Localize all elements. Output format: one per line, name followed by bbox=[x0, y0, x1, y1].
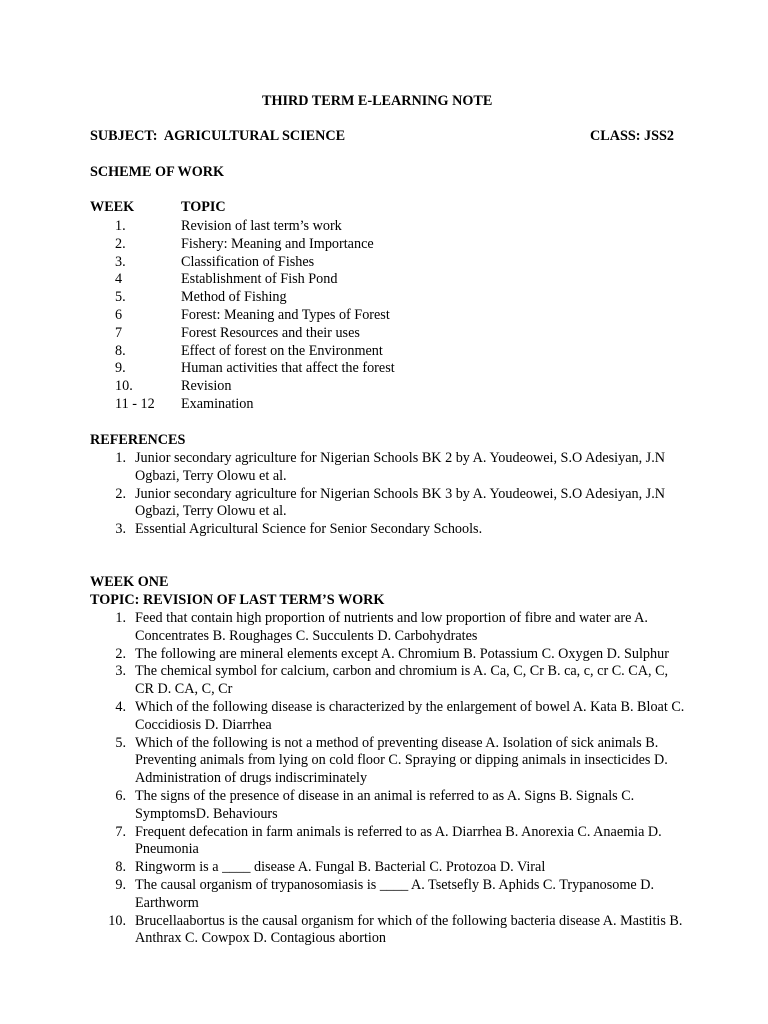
question-text: The causal organism of trypanosomiasis is ____ A. Tsetsefly B. Aphids C. Trypanosome D. Earthworm bbox=[135, 876, 655, 911]
question-item bbox=[90, 735, 690, 788]
class-label: CLASS: JSS2 bbox=[590, 128, 674, 144]
question-text: Ringworm is a ____ disease A. Fungal B. Bacterial C. Protozoa D. Viral bbox=[135, 859, 546, 876]
topic-column-header: TOPIC bbox=[181, 199, 226, 215]
reference-text: Junior secondary agriculture for Nigerian Schools BK 2 by A. Youdeowei, S.O Adesiyan, J.N Ogbazi, Terry Olowu et al. bbox=[135, 450, 665, 484]
week-topic: Fishery: Meaning and Importance bbox=[181, 235, 374, 252]
question-text: The chemical symbol for calcium, carbon and chromium is A. Ca, C, Cr B. ca, c, cr C. CA, C, CR D. CA, C, Cr bbox=[135, 663, 669, 698]
week-topic: Examination bbox=[181, 395, 254, 412]
question-text: The following are mineral elements except A. Chromium B. Potassium C. Oxygen D. Sulphur bbox=[135, 645, 669, 662]
question-text: Which of the following is not a method of preventing disease A. Isolation of sick animals B. Preventing animals from lying on cold floor C. Spraying or dipping animals in insecticides D. Administration of drugs indiscriminately bbox=[135, 734, 668, 787]
question-text: Which of the following disease is characterized by the enlargement of bowel A. Kata B. Bloat C. Coccidiosis D. Diarrhea bbox=[135, 698, 685, 733]
question-number: 4. bbox=[115, 698, 126, 715]
question-item bbox=[90, 646, 690, 664]
question-item bbox=[90, 859, 690, 877]
week-topic: Forest Resources and their uses bbox=[181, 324, 360, 341]
week-topic: Method of Fishing bbox=[181, 289, 287, 306]
week-number: 1. bbox=[115, 218, 126, 234]
subject-label: SUBJECT: AGRICULTURAL SCIENCE bbox=[90, 128, 346, 144]
question-text: Frequent defecation in farm animals is referred to as A. Diarrhea B. Anorexia C. Anaemia D. Pneumonia bbox=[135, 823, 662, 858]
question-item bbox=[90, 610, 690, 646]
reference-number: 1. bbox=[115, 450, 126, 466]
week-number: 11 - 12 bbox=[115, 395, 155, 412]
week-number: 7 bbox=[115, 324, 123, 341]
reference-number: 2. bbox=[115, 485, 126, 502]
week-topic: Revision bbox=[181, 378, 232, 395]
week-one-heading: WEEK ONE bbox=[90, 574, 169, 590]
scheme-heading: SCHEME OF WORK bbox=[90, 164, 225, 180]
question-item bbox=[90, 877, 690, 913]
question-text: The signs of the presence of disease in an animal is referred to as A. Signs B. Signals C. SymptomsD. Behaviours bbox=[135, 787, 635, 822]
question-number: 6. bbox=[115, 787, 126, 804]
week-topic: Establishment of Fish Pond bbox=[181, 271, 338, 288]
question-number: 1. bbox=[115, 610, 126, 626]
question-number: 3. bbox=[115, 663, 126, 680]
week-topic: Classification of Fishes bbox=[181, 253, 315, 270]
subject-row bbox=[90, 128, 674, 146]
week-number: 3. bbox=[115, 253, 126, 270]
question-number: 5. bbox=[115, 734, 126, 751]
reference-item bbox=[90, 521, 690, 539]
questions-list bbox=[90, 610, 690, 948]
question-text: Feed that contain high proportion of nutrients and low proportion of fibre and water are A. Concentrates B. Roughages C. Succulents D. Carbohydrates bbox=[135, 610, 648, 644]
week-topic: Forest: Meaning and Types of Forest bbox=[181, 306, 390, 323]
reference-number: 3. bbox=[115, 521, 126, 538]
week-number: 10. bbox=[115, 378, 133, 395]
question-item bbox=[90, 913, 690, 949]
question-text: Brucellaabortus is the causal organism for which of the following bacteria disease A. Mastitis B. Anthrax C. Cowpox D. Contagious abortion bbox=[135, 912, 683, 947]
question-item bbox=[90, 663, 690, 699]
week-topic: Human activities that affect the forest bbox=[181, 360, 395, 377]
question-number: 10. bbox=[108, 912, 126, 929]
reference-text: Essential Agricultural Science for Senior Secondary Schools. bbox=[135, 521, 483, 538]
week-number: 5. bbox=[115, 289, 126, 306]
document-title: THIRD TERM E-LEARNING NOTE bbox=[262, 93, 493, 109]
week-number: 4 bbox=[115, 271, 123, 288]
week-column-header: WEEK bbox=[90, 199, 135, 215]
week-number: 8. bbox=[115, 342, 126, 359]
reference-item bbox=[90, 450, 690, 486]
week-topic: Revision of last term’s work bbox=[181, 218, 342, 234]
week-topic: Effect of forest on the Environment bbox=[181, 342, 383, 359]
reference-item bbox=[90, 486, 690, 522]
question-number: 7. bbox=[115, 823, 126, 840]
reference-text: Junior secondary agriculture for Nigerian Schools BK 3 by A. Youdeowei, S.O Adesiyan, J.N Ogbazi, Terry Olowu et al. bbox=[135, 485, 665, 520]
question-number: 8. bbox=[115, 859, 126, 876]
references-list bbox=[90, 450, 690, 539]
week-number: 2. bbox=[115, 235, 126, 252]
question-number: 9. bbox=[115, 876, 126, 893]
question-item bbox=[90, 824, 690, 860]
question-item bbox=[90, 699, 690, 735]
question-number: 2. bbox=[115, 645, 126, 662]
references-heading: REFERENCES bbox=[90, 432, 186, 448]
week-number: 6 bbox=[115, 306, 123, 323]
week-number: 9. bbox=[115, 360, 126, 377]
week-one-topic: TOPIC: REVISION OF LAST TERM’S WORK bbox=[90, 592, 385, 608]
question-item bbox=[90, 788, 690, 824]
